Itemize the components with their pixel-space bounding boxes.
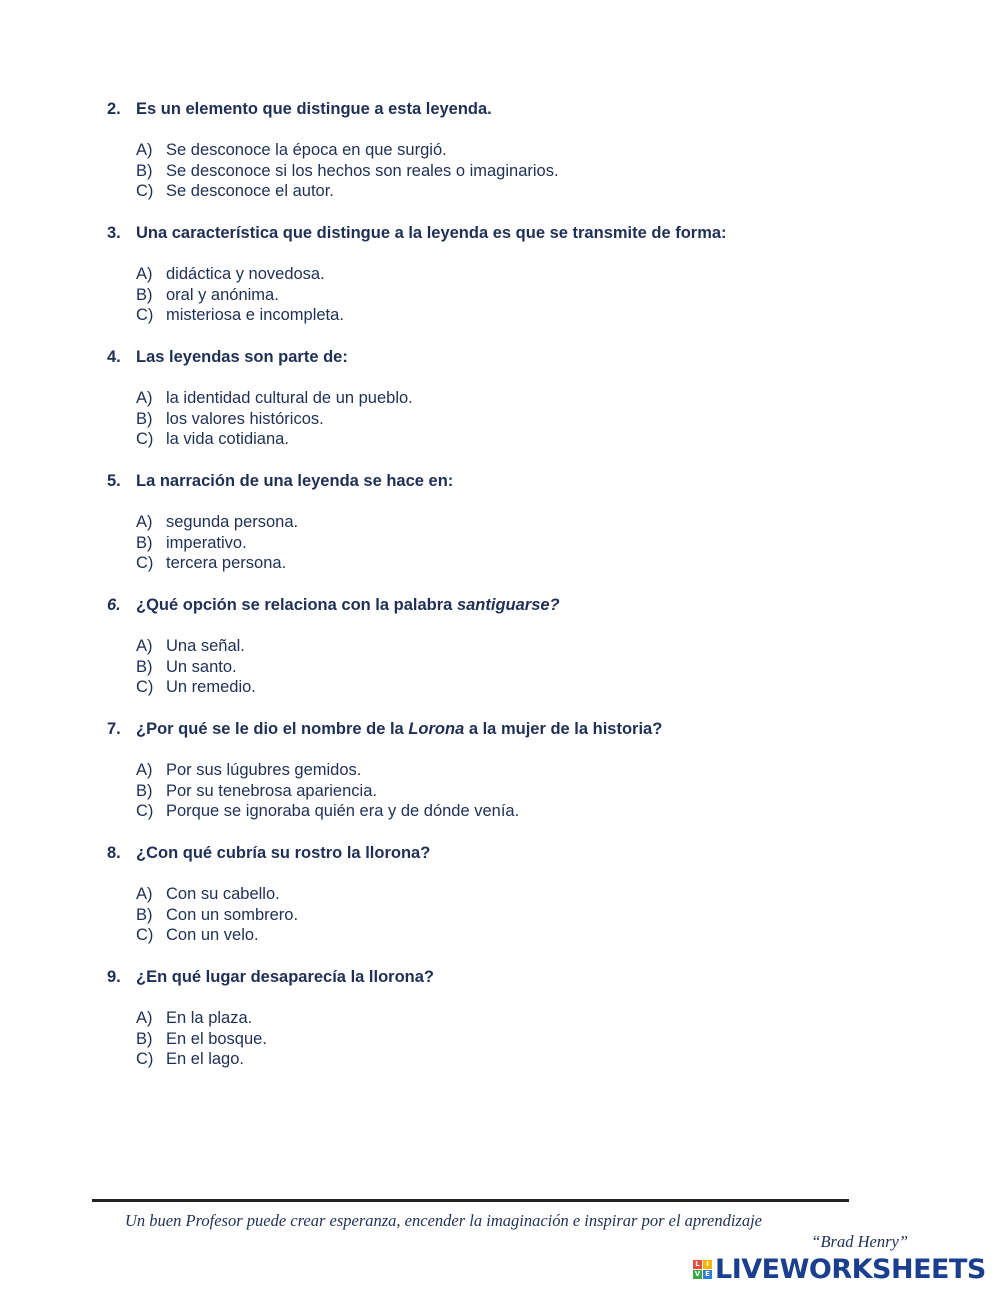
option-a[interactable]: [136, 140, 927, 161]
option-text: En la plaza.: [166, 1009, 253, 1027]
option-a[interactable]: [136, 636, 927, 657]
question-text: ¿En qué lugar desaparecía la llorona?: [136, 968, 434, 986]
option-b[interactable]: [136, 657, 927, 678]
option-letter: C): [136, 182, 154, 201]
option-b[interactable]: [136, 905, 927, 926]
option-b[interactable]: [136, 533, 927, 554]
question-heading: [107, 595, 927, 616]
options-list: [136, 1008, 927, 1070]
question-heading: [107, 99, 927, 120]
question-heading: [107, 223, 927, 244]
option-text: Una señal.: [166, 637, 245, 655]
option-letter: B): [136, 409, 153, 428]
option-text: la vida cotidiana.: [166, 430, 289, 449]
logo-mark-letter: L: [693, 1260, 702, 1269]
option-letter: A): [136, 141, 153, 159]
option-text: En el lago.: [166, 1050, 244, 1069]
question-text-end: a la mujer de la historia?: [464, 720, 663, 738]
option-text: Se desconoce el autor.: [166, 182, 334, 201]
option-letter: B): [136, 905, 153, 924]
question-9: [107, 967, 927, 1070]
question-heading: [107, 967, 927, 988]
option-a[interactable]: [136, 264, 927, 285]
question-number: 6.: [107, 596, 121, 614]
option-a[interactable]: [136, 512, 927, 533]
question-3: [107, 223, 927, 326]
option-c[interactable]: [136, 677, 927, 698]
option-c[interactable]: [136, 181, 927, 202]
option-letter: C): [136, 1050, 154, 1069]
option-text: Se desconoce si los hechos son reales o imaginarios.: [166, 161, 559, 180]
question-heading: [107, 347, 927, 368]
option-c[interactable]: [136, 429, 927, 450]
question-text: Las leyendas son parte de:: [136, 348, 348, 366]
question-text: ¿Por qué se le dio el nombre de la: [136, 720, 409, 738]
option-letter: A): [136, 637, 153, 655]
question-number: 5.: [107, 472, 121, 490]
question-6: [107, 595, 927, 698]
footer-divider: [92, 1199, 849, 1202]
option-text: segunda persona.: [166, 513, 299, 531]
option-text: Se desconoce la época en que surgió.: [166, 141, 447, 159]
option-letter: C): [136, 678, 154, 697]
option-letter: A): [136, 1009, 153, 1027]
option-letter: B): [136, 285, 153, 304]
question-number: 7.: [107, 720, 121, 738]
option-letter: B): [136, 781, 153, 800]
option-letter: A): [136, 513, 153, 531]
option-b[interactable]: [136, 781, 927, 802]
option-text: Un santo.: [166, 657, 237, 676]
option-a[interactable]: [136, 884, 927, 905]
option-text: Con un velo.: [166, 926, 259, 945]
options-list: [136, 264, 927, 326]
footer-author: “Brad Henry”: [811, 1232, 908, 1251]
option-text: Un remedio.: [166, 678, 256, 697]
option-c[interactable]: [136, 925, 927, 946]
options-list: [136, 760, 927, 822]
option-text: la identidad cultural de un pueblo.: [166, 389, 413, 407]
option-a[interactable]: [136, 1008, 927, 1029]
logo-text: LIVEWORKSHEETS: [715, 1253, 986, 1285]
option-letter: B): [136, 657, 153, 676]
option-letter: C): [136, 430, 154, 449]
option-letter: C): [136, 802, 154, 821]
question-text: Es un elemento que distingue a esta leyenda.: [136, 100, 492, 118]
option-letter: A): [136, 761, 153, 779]
question-italic-word: Lorona: [408, 720, 465, 738]
option-letter: B): [136, 533, 153, 552]
option-text: didáctica y novedosa.: [166, 265, 325, 283]
option-text: Porque se ignoraba quién era y de dónde venía.: [166, 802, 520, 821]
option-c[interactable]: [136, 801, 927, 822]
option-text: Con su cabello.: [166, 885, 280, 903]
question-8: [107, 843, 927, 946]
option-letter: A): [136, 265, 153, 283]
option-letter: C): [136, 926, 154, 945]
option-text: Con un sombrero.: [166, 905, 299, 924]
logo-mark-icon: [693, 1260, 712, 1279]
question-7: [107, 719, 927, 822]
option-b[interactable]: [136, 285, 927, 306]
liveworksheets-logo[interactable]: [693, 1254, 986, 1284]
options-list: [136, 388, 927, 450]
option-letter: B): [136, 161, 153, 180]
question-text: La narración de una leyenda se hace en:: [136, 472, 454, 490]
option-text: Por su tenebrosa apariencia.: [166, 781, 377, 800]
option-c[interactable]: [136, 553, 927, 574]
option-text: oral y anónima.: [166, 285, 279, 304]
option-a[interactable]: [136, 388, 927, 409]
option-letter: A): [136, 885, 153, 903]
option-text: misteriosa e incompleta.: [166, 306, 344, 325]
question-heading: [107, 719, 927, 740]
question-number: 2.: [107, 100, 121, 118]
question-number: 3.: [107, 224, 121, 242]
question-text: ¿Con qué cubría su rostro la llorona?: [136, 844, 431, 862]
option-text: En el bosque.: [166, 1029, 267, 1048]
option-letter: C): [136, 306, 154, 325]
option-b[interactable]: [136, 161, 927, 182]
question-5: [107, 471, 927, 574]
footer-quote: Un buen Profesor puede crear esperanza, encender la imaginación e inspirar por el aprendizaje: [125, 1211, 762, 1230]
option-b[interactable]: [136, 1029, 927, 1050]
options-list: [136, 636, 927, 698]
question-2: [107, 99, 927, 202]
options-list: [136, 512, 927, 574]
option-letter: B): [136, 1029, 153, 1048]
question-heading: [107, 471, 927, 492]
question-number: 9.: [107, 968, 121, 986]
option-text: imperativo.: [166, 533, 247, 552]
option-text: los valores históricos.: [166, 409, 324, 428]
options-list: [136, 140, 927, 202]
question-heading: [107, 843, 927, 864]
option-letter: C): [136, 554, 154, 573]
logo-mark-letter: V: [694, 1269, 701, 1278]
question-italic-word: santiguarse?: [456, 596, 560, 614]
logo-mark-letter: E: [703, 1270, 712, 1279]
option-text: Por sus lúgubres gemidos.: [166, 761, 362, 779]
option-letter: A): [136, 389, 153, 407]
option-c[interactable]: [136, 1049, 927, 1070]
options-list: [136, 884, 927, 946]
question-number: 4.: [107, 348, 121, 366]
question-text: ¿Qué opción se relaciona con la palabra: [136, 596, 457, 614]
option-c[interactable]: [136, 305, 927, 326]
option-text: tercera persona.: [166, 554, 287, 573]
option-a[interactable]: [136, 760, 927, 781]
question-4: [107, 347, 927, 450]
option-b[interactable]: [136, 409, 927, 430]
question-number: 8.: [107, 844, 121, 862]
logo-mark-letter: I: [703, 1260, 712, 1269]
question-text: Una característica que distingue a la leyenda es que se transmite de forma:: [136, 224, 727, 242]
